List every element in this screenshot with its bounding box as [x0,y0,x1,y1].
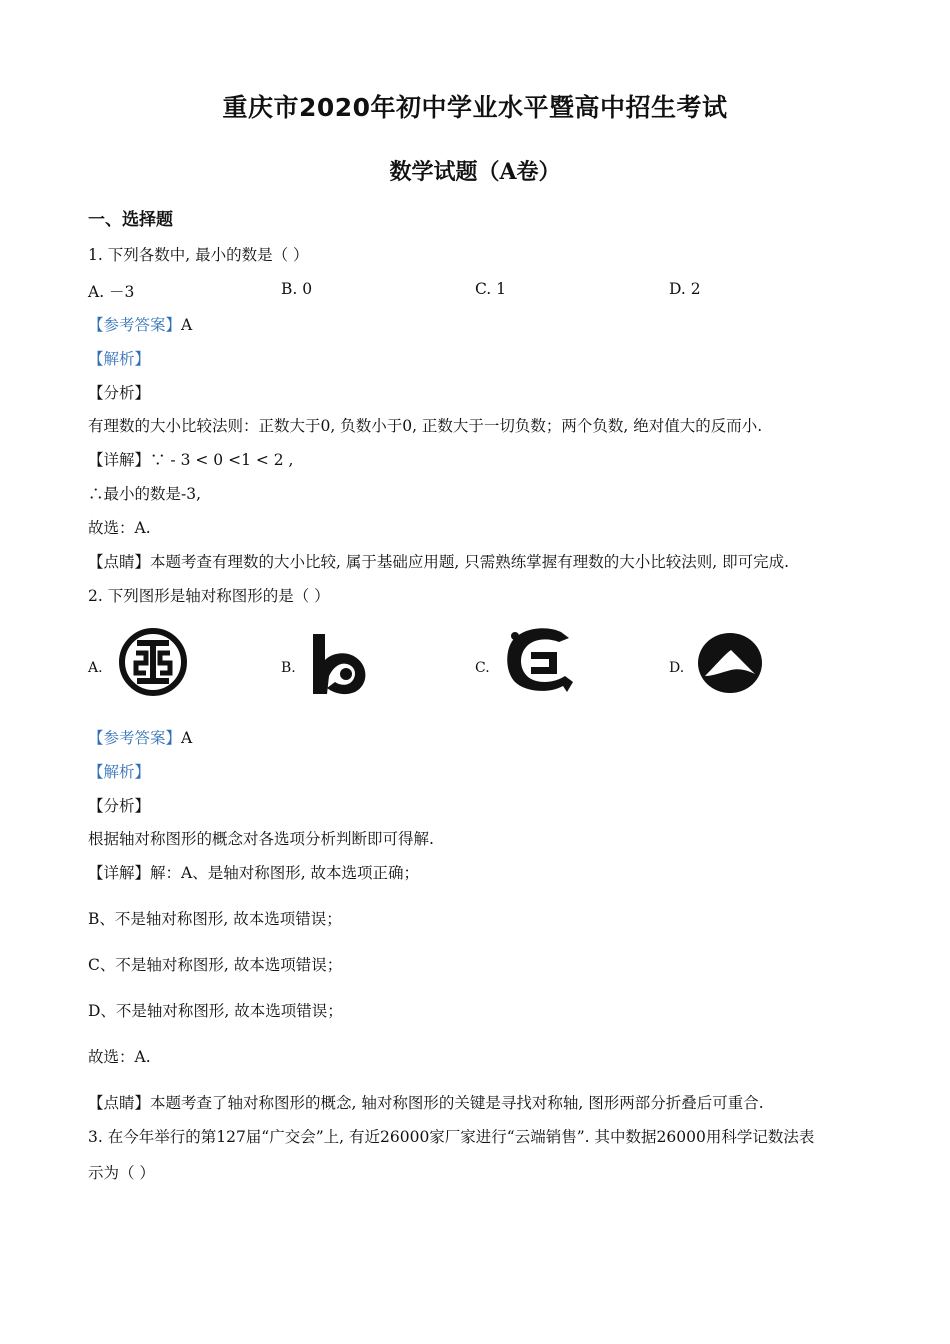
logo-b-icon [305,630,373,698]
q1-rule: 有理数的大小比较法则：正数大于0, 负数小于0, 正数大于一切负数；两个负数, 绝对值大的反而小. [88,417,763,435]
q2-analysis-label: 【解析】 [88,763,151,781]
q2-fig-label-d: D. [669,660,685,676]
q3-stem-line1: 3. 在今年举行的第127届“广交会”上, 有近26000家厂家进行“云端销售”. 其中数据26000用科学记数法表 [88,1128,815,1146]
q2-detail: 【详解】解：A、是轴对称图形, 故本选项正确； [88,864,420,882]
q2-option-c-note: C、不是轴对称图形, 故本选项错误； [88,956,343,974]
logo-d-icon [697,632,763,694]
q1-option-c: C. 1 [475,280,507,298]
page-title: 重庆市2020年初中学业水平暨高中招生考试 [222,93,728,122]
q1-comment: 【点睛】本题考查有理数的大小比较, 属于基础应用题, 只需熟练掌握有理数的大小比较法则, 即可完成. [88,553,789,571]
q2-choice: 故选：A. [88,1048,151,1066]
q2-method: 根据轴对称图形的概念对各选项分析判断即可得解. [88,830,434,848]
q1-fenxi: 【分析】 [88,384,151,402]
q1-option-a: A. －3 [88,283,135,301]
q1-stem: 1. 下列各数中, 最小的数是（ ） [88,246,309,264]
q2-fig-label-a: A. [88,660,103,676]
q2-option-b-note: B、不是轴对称图形, 故本选项错误； [88,910,342,928]
q2-stem: 2. 下列图形是轴对称图形的是（ ） [88,587,330,605]
q2-answer-value: A [181,729,193,747]
q2-answer-label: 【参考答案】 [88,729,182,747]
logo-a-icon [117,626,189,698]
q2-fig-label-c: C. [475,660,490,676]
q1-answer-label: 【参考答案】 [88,316,182,334]
q1-analysis-label: 【解析】 [88,350,151,368]
q2-fig-label-b: B. [281,660,296,676]
q1-answer-value: A [181,316,193,334]
q1-option-b: B. 0 [281,280,313,298]
q1-option-d: D. 2 [669,280,701,298]
q1-conclusion: ∴最小的数是-3, [88,485,202,503]
page-subtitle: 数学试题（A卷） [389,159,561,185]
q1-answer [88,315,192,335]
q2-option-d-note: D、不是轴对称图形, 故本选项错误； [88,1002,343,1020]
q1-detail: 【详解】∵ - 3 < 0 <1 < 2 , [88,451,294,469]
logo-c-icon [503,626,579,696]
q2-answer [88,728,192,748]
q1-choice: 故选：A. [88,519,151,537]
q2-comment: 【点睛】本题考查了轴对称图形的概念, 轴对称图形的关键是寻找对称轴, 图形两部分折叠后可重合. [88,1094,764,1112]
q3-stem-line2: 示为（ ） [88,1164,155,1182]
q2-fenxi: 【分析】 [88,797,151,815]
section-heading: 一、选择题 [88,210,173,230]
